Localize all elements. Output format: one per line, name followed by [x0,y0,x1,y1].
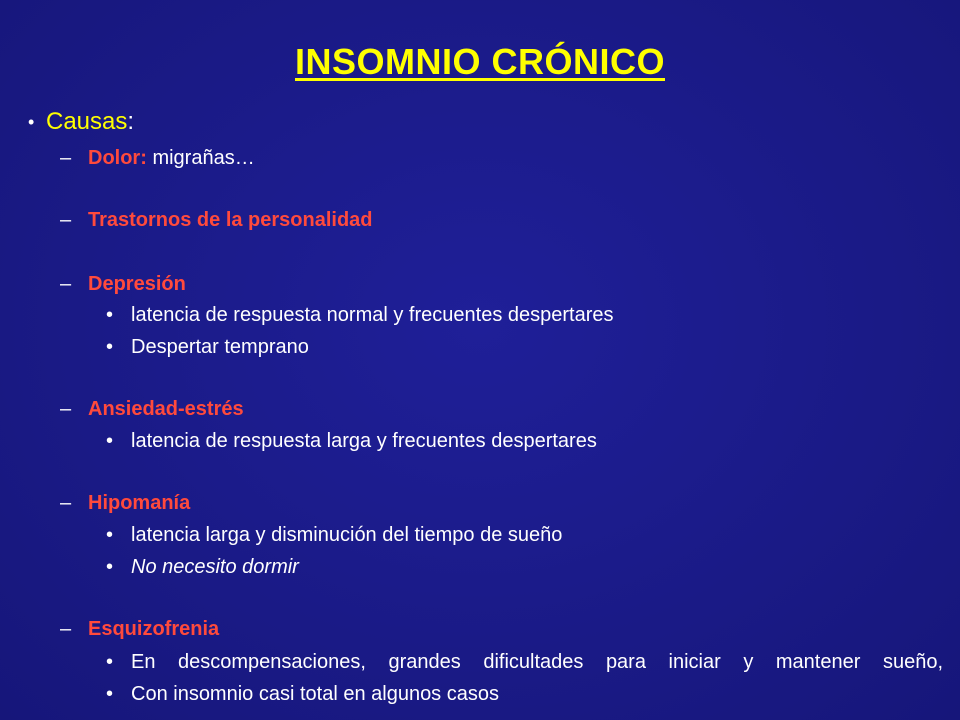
cause-label-dolor: Dolor: [88,147,147,169]
dash-icon: – [60,273,72,295]
bullet-icon: • [106,430,114,452]
cause-label-depresion: Depresión [88,273,186,295]
detail-text: En descompensaciones, grandes dificultades para iniciar y mantener sueño, [131,651,943,673]
dash-icon: – [60,209,72,231]
detail-text: No necesito dormir [131,556,299,578]
bullet-icon: • [106,556,114,578]
bullet-icon: • [106,524,114,546]
dash-icon: – [60,147,72,169]
bullet-icon: • [106,651,114,673]
detail-text: latencia de respuesta larga y frecuentes despertares [131,430,597,452]
detail-text: Con insomnio casi total en algunos casos [131,683,499,705]
cause-label-esquizofrenia: Esquizofrenia [88,618,220,640]
dash-icon: – [60,492,72,514]
cause-label-hipomania: Hipomanía [88,492,191,514]
section-label: Causas [46,108,128,135]
bullet-icon: • [28,112,35,132]
detail-text: latencia de respuesta normal y frecuentes despertares [131,304,614,326]
detail-text: Despertar temprano [131,336,309,358]
section-colon: : [127,108,135,135]
dash-icon: – [60,398,72,420]
dash-icon: – [60,618,72,640]
bullet-icon: • [106,336,114,358]
cause-detail-dolor: migrañas… [146,147,255,169]
bullet-icon: • [106,683,114,705]
cause-label-personalidad: Trastornos de la personalidad [88,209,373,231]
bullet-icon: • [106,304,114,326]
cause-label-ansiedad: Ansiedad-estrés [88,398,244,420]
slide-title: INSOMNIO CRÓNICO [294,41,665,82]
detail-text: latencia larga y disminución del tiempo de sueño [131,524,563,546]
